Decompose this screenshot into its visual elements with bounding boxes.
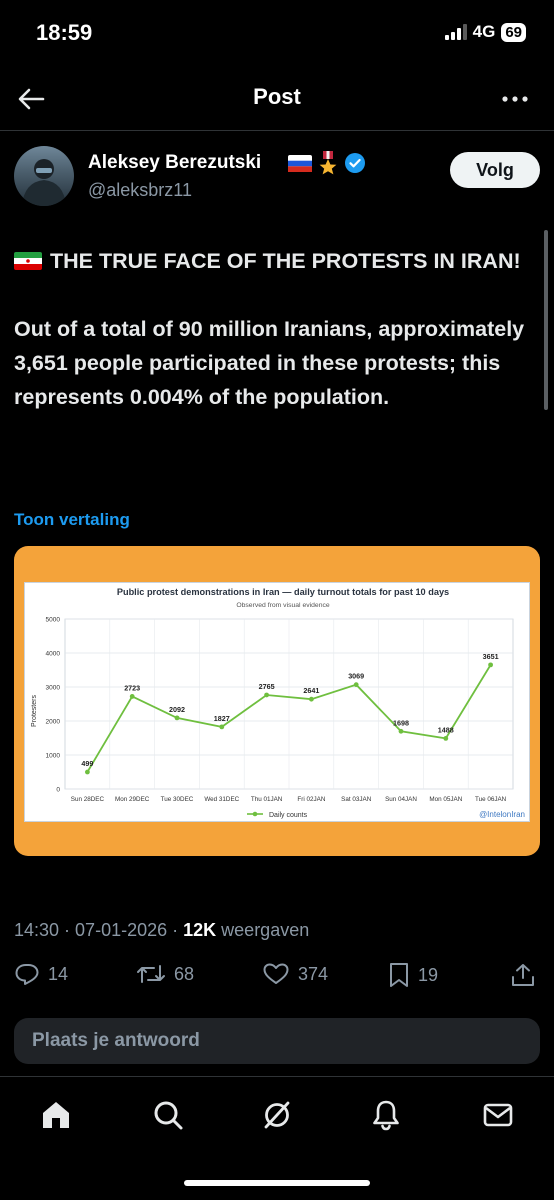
reply-button[interactable] bbox=[14, 962, 68, 986]
chart-point bbox=[354, 682, 359, 687]
bookmark-icon bbox=[388, 962, 410, 988]
chart-data-labels bbox=[81, 652, 498, 768]
bookmark-count: 19 bbox=[418, 964, 439, 985]
x-tick-label: Mon 29DEC bbox=[115, 796, 150, 803]
chart-point bbox=[399, 729, 404, 734]
arrow-left-icon bbox=[17, 87, 45, 111]
chart-point bbox=[264, 693, 269, 698]
nav-grok[interactable] bbox=[255, 1095, 299, 1135]
x-tick-label: Tue 06JAN bbox=[474, 796, 507, 803]
x-tick-label: Sun 28DEC bbox=[70, 796, 105, 803]
reply-count: 14 bbox=[48, 963, 69, 984]
repost-count: 68 bbox=[174, 963, 195, 984]
x-tick-label: Tue 30DEC bbox=[160, 796, 194, 803]
data-label: 3069 bbox=[348, 671, 365, 681]
avatar[interactable] bbox=[14, 146, 74, 206]
data-label: 2641 bbox=[303, 686, 320, 696]
y-tick-label: 2000 bbox=[45, 718, 60, 726]
post-actions bbox=[14, 962, 540, 998]
russia-flag-icon bbox=[288, 155, 312, 172]
chart-subtitle: Observed from visual evidence bbox=[236, 602, 330, 609]
avatar-photo-icon bbox=[14, 146, 74, 206]
data-label: 2723 bbox=[124, 683, 141, 693]
data-label: 1827 bbox=[213, 713, 230, 723]
network-label: 4G bbox=[472, 22, 496, 41]
iran-flag-icon bbox=[14, 252, 42, 270]
scrollbar[interactable] bbox=[544, 230, 548, 410]
home-indicator bbox=[184, 1180, 370, 1186]
chart-legend bbox=[247, 812, 308, 819]
chart-point bbox=[219, 724, 224, 729]
reply-icon bbox=[14, 962, 40, 986]
translate-link[interactable]: Toon vertaling bbox=[14, 510, 130, 529]
chart-y-axis-label: Protesters bbox=[31, 695, 38, 727]
battery-icon: 69 bbox=[501, 23, 526, 42]
bookmark-button[interactable] bbox=[388, 962, 438, 988]
chart-point bbox=[443, 736, 448, 741]
follow-button[interactable]: Volg bbox=[450, 152, 540, 188]
chart-x-ticks bbox=[71, 796, 507, 803]
line-chart bbox=[25, 583, 529, 821]
chart-watermark: @IntelonIran bbox=[479, 810, 525, 819]
chart-title: Public protest demonstrations in Iran — daily turnout totals for past 10 days bbox=[116, 587, 450, 597]
x-tick-label: Mon 05JAN bbox=[429, 796, 463, 803]
status-bar bbox=[0, 0, 554, 66]
x-tick-label: Thu 01JAN bbox=[250, 796, 283, 803]
more-dots-icon bbox=[501, 95, 529, 103]
post-body: Out of a total of 90 million Iranians, approximately 3,651 people participated in these protests; this represents 0.004% of the population. bbox=[14, 317, 525, 409]
chart-point bbox=[175, 715, 180, 720]
author-handle[interactable]: @aleksbrz11 bbox=[88, 180, 192, 200]
like-button[interactable] bbox=[262, 962, 328, 986]
chart-grid bbox=[65, 619, 513, 789]
post-text bbox=[14, 244, 544, 448]
header-divider bbox=[0, 130, 554, 131]
repost-icon bbox=[136, 962, 166, 986]
medal-icon bbox=[318, 151, 338, 175]
bell-icon bbox=[371, 1099, 401, 1131]
like-count: 374 bbox=[298, 963, 329, 984]
chart-y-ticks bbox=[46, 617, 61, 794]
chart-point bbox=[130, 694, 135, 699]
home-icon bbox=[39, 1099, 73, 1131]
x-tick-label: Sat 03JAN bbox=[341, 796, 372, 803]
chart-card bbox=[24, 582, 530, 822]
verified-badge-icon bbox=[344, 152, 366, 174]
post-headline: THE TRUE FACE OF THE PROTESTS IN IRAN! bbox=[50, 249, 521, 273]
nav-notifications[interactable] bbox=[364, 1095, 408, 1135]
y-tick-label: 0 bbox=[56, 786, 60, 794]
legend-label: Daily counts bbox=[269, 812, 308, 819]
share-icon bbox=[510, 962, 536, 988]
post-author bbox=[14, 146, 540, 206]
nav-messages[interactable] bbox=[476, 1095, 520, 1135]
data-label: 2092 bbox=[169, 704, 185, 714]
nav-search[interactable] bbox=[146, 1095, 190, 1135]
more-options-button[interactable] bbox=[498, 86, 532, 112]
post-media-image[interactable] bbox=[14, 546, 540, 856]
repost-button[interactable] bbox=[136, 962, 194, 986]
x-tick-label: Wed 31DEC bbox=[204, 796, 240, 803]
legend-point-marker bbox=[253, 812, 258, 817]
author-badges bbox=[288, 151, 366, 175]
back-button[interactable] bbox=[14, 82, 48, 116]
post-meta: 14:30 · 07-01-2026 · 12K weergaven bbox=[14, 920, 310, 940]
y-tick-label: 3000 bbox=[45, 684, 60, 692]
author-name[interactable]: Aleksey Berezutski bbox=[88, 152, 262, 173]
y-tick-label: 5000 bbox=[45, 616, 60, 624]
data-label: 499 bbox=[81, 759, 94, 769]
chart-point bbox=[309, 697, 314, 702]
top-bar bbox=[0, 70, 554, 128]
reply-input[interactable] bbox=[14, 1018, 540, 1064]
post-time[interactable]: 14:30 bbox=[14, 920, 60, 940]
views-count: 12K bbox=[183, 920, 217, 940]
y-tick-label: 1000 bbox=[45, 752, 60, 760]
nav-home[interactable] bbox=[34, 1095, 78, 1135]
mail-icon bbox=[482, 1101, 514, 1129]
y-tick-label: 4000 bbox=[45, 650, 60, 658]
grok-icon bbox=[261, 1099, 293, 1131]
reply-placeholder: Plaats je antwoord bbox=[32, 1030, 200, 1051]
post-headline-line bbox=[14, 244, 544, 278]
page-title: Post bbox=[253, 84, 301, 109]
data-label: 1488 bbox=[437, 725, 454, 735]
chart-point bbox=[488, 662, 493, 667]
signal-icon bbox=[445, 24, 467, 40]
heart-icon bbox=[262, 962, 290, 986]
data-label: 1698 bbox=[393, 718, 409, 728]
x-tick-label: Sun 04JAN bbox=[385, 796, 417, 803]
x-tick-label: Fri 02JAN bbox=[297, 796, 326, 803]
data-label: 3651 bbox=[482, 651, 499, 661]
views-label: weergaven bbox=[221, 920, 310, 940]
share-button[interactable] bbox=[510, 962, 536, 988]
search-icon bbox=[152, 1099, 184, 1131]
status-indicators bbox=[445, 22, 526, 42]
status-time: 18:59 bbox=[36, 20, 93, 45]
data-label: 2765 bbox=[258, 681, 275, 691]
post-date[interactable]: 07-01-2026 bbox=[75, 920, 168, 940]
chart-point bbox=[85, 770, 90, 775]
